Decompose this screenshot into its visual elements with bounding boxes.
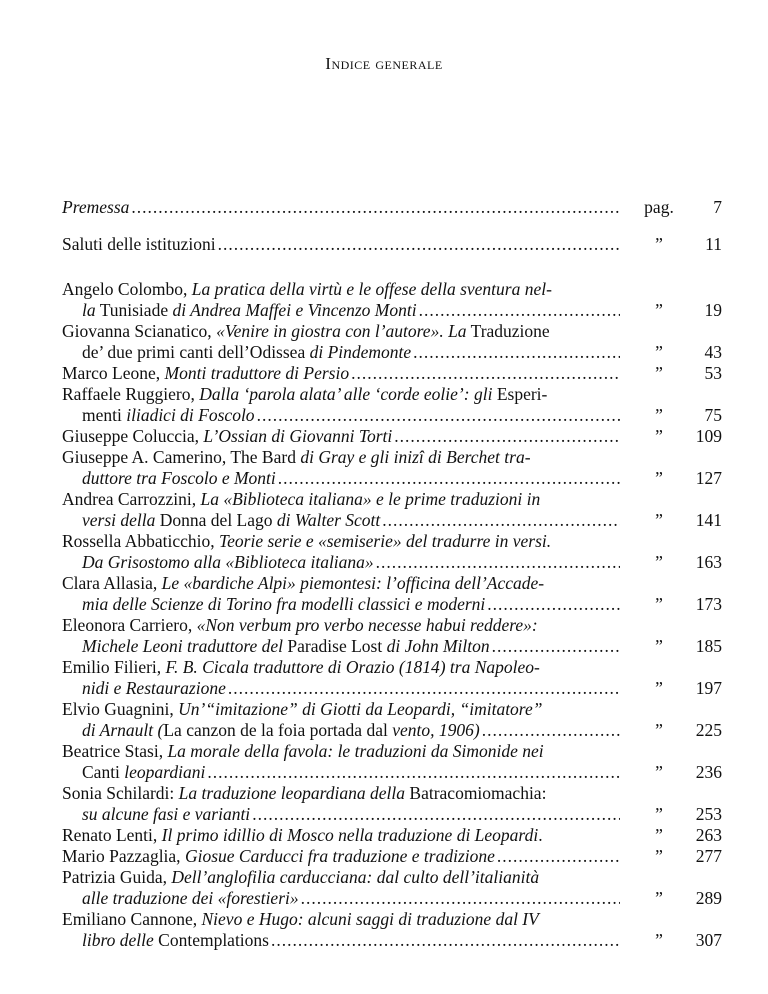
toc-entry-line (82, 594, 620, 615)
ditto-mark: ” (655, 804, 663, 824)
toc-entry-line (62, 426, 620, 447)
ditto-mark: ” (655, 678, 663, 698)
page-number: 109 (695, 426, 722, 446)
toc-text: alle traduzione dei «forestieri» (82, 888, 299, 908)
ditto-mark: ” (655, 300, 663, 320)
toc-text: Monti traduttore di Persio (164, 363, 350, 383)
toc-text: la (82, 300, 96, 320)
toc-entry-line (62, 321, 620, 342)
toc-entry-line (82, 762, 620, 783)
toc-entry-saluti (62, 234, 620, 255)
toc-text: di Andrea Maffei e Vincenzo Monti (172, 300, 417, 320)
toc-text: Canti (82, 762, 120, 782)
toc-entry-line (62, 573, 620, 594)
toc-text: Saluti delle istituzioni (62, 234, 216, 254)
toc-entry-line (62, 846, 620, 867)
toc-entry-line (62, 699, 620, 720)
toc-entry-line (62, 867, 620, 888)
toc-text: di Pindemonte (309, 342, 412, 362)
toc-text: duttore tra Foscolo e Monti (82, 468, 276, 488)
toc-text: Emiliano Cannone, (62, 909, 198, 929)
toc-text: Nievo e Hugo: alcuni saggi di traduzione dal IV (201, 909, 539, 929)
toc-text: Eleonora Carriero, (62, 615, 193, 635)
toc-text: vento, 1906) (392, 720, 480, 740)
toc-entry-line (82, 405, 620, 426)
toc-text: Andrea Carrozzini, (62, 489, 197, 509)
toc-text: Giuseppe A. Camerino, (62, 447, 227, 467)
ditto-mark: ” (655, 426, 663, 446)
toc-entry-line (62, 447, 620, 468)
toc-text: di John Milton (386, 636, 490, 656)
toc-entry-premessa (62, 197, 620, 218)
toc-text: L’Ossian (203, 426, 267, 446)
toc-text: Giovanna Scianatico, (62, 321, 212, 341)
toc-entry-line (62, 615, 620, 636)
toc-text: Beatrice Stasi, (62, 741, 164, 761)
page-number: 185 (695, 636, 722, 656)
toc-text: Da Grisostomo alla «Biblioteca italiana» (82, 552, 374, 572)
toc-text: Renato Lenti, (62, 825, 158, 845)
toc-entry-line (62, 363, 620, 384)
toc-text: Raffaele Ruggiero, (62, 384, 195, 404)
toc-text: Elvio Guagnini, (62, 699, 174, 719)
toc-text: Dalla ‘parola alata’ alle ‘corde eolie’: gli (199, 384, 493, 404)
toc-text: «Venire in giostra con l’autore». La (216, 321, 467, 341)
ditto-mark: ” (655, 930, 663, 950)
toc-text: Emilio Filieri, (62, 657, 162, 677)
toc-text: di Gray e gli inizî di Berchet tra- (300, 447, 531, 467)
page-number: 253 (695, 804, 722, 824)
toc-text: Paradise Lost (287, 636, 383, 656)
ditto-mark: ” (655, 234, 663, 254)
page-number: 75 (704, 405, 722, 425)
toc-entry-line (62, 279, 620, 300)
ditto-mark: ” (655, 552, 663, 572)
pag-label: pag. (644, 197, 674, 217)
toc-entry-line (62, 384, 620, 405)
page-number: 173 (695, 594, 722, 614)
toc-entry-line: Renato Lenti, Il primo idillio di Mosco nella traduzione di Leopardi. (62, 825, 543, 845)
toc-entry-line (62, 489, 620, 510)
toc-text: di Giovanni Torti (271, 426, 393, 446)
toc-text: mia delle Scienze di Torino fra modelli classici e moderni (82, 594, 486, 614)
toc-text: La traduzione leopardiana della (178, 783, 406, 803)
toc-text: Rossella Abbaticchio, (62, 531, 215, 551)
toc-text: nidi e Restaurazione (82, 678, 226, 698)
toc-text: Mario Pazzaglia, (62, 846, 181, 866)
toc-text: La canzon de la foia portada dal (163, 720, 388, 740)
ditto-mark: ” (655, 594, 663, 614)
ditto-mark: ” (655, 468, 663, 488)
toc-entry-line (62, 657, 620, 678)
toc-text: La pratica della virtù e le offese della sventura nel- (191, 279, 552, 299)
toc-text: Sonia Schilardi: (62, 783, 175, 803)
toc-entry-line (82, 300, 620, 321)
toc-text: Teorie serie e «semiserie» del tradurre in versi. (219, 531, 552, 551)
ditto-mark: ” (655, 825, 663, 845)
page-number: 141 (695, 510, 722, 530)
page-number: 263 (695, 825, 722, 845)
toc-text: Traduzione (470, 321, 550, 341)
page-number: 43 (704, 342, 722, 362)
toc-text: Giuseppe Coluccia, (62, 426, 200, 446)
toc-entry-line (82, 636, 620, 657)
page-number: 277 (695, 846, 722, 866)
page-number: 127 (695, 468, 722, 488)
toc-text: The Bard (230, 447, 296, 467)
toc-text: libro delle (82, 930, 154, 950)
page-number: 289 (695, 888, 722, 908)
toc-entry-line (82, 930, 620, 951)
toc-text: La morale della favola: le traduzioni da Simonide nei (167, 741, 544, 761)
toc-text: Batracomiomachia: (409, 783, 547, 803)
toc-text: F. B. Cicala traduttore di Orazio (1814) tra Napoleo- (165, 657, 540, 677)
toc-text: Giosue Carducci fra traduzione e tradizione (184, 846, 495, 866)
page-number: 7 (713, 197, 722, 217)
toc-text: leopardiani (124, 762, 206, 782)
toc-text: Angelo Colombo, (62, 279, 188, 299)
toc-text: menti (82, 405, 122, 425)
toc-text: Clara Allasia, (62, 573, 158, 593)
toc-text: versi della (82, 510, 156, 530)
toc-entry-line (62, 783, 620, 804)
toc-text: Un’“imitazione” di Giotti da Leopardi, “imitatore” (178, 699, 543, 719)
toc-entry-line (82, 342, 620, 363)
toc-text: di Walter Scott (276, 510, 381, 530)
ditto-mark: ” (655, 405, 663, 425)
page-number: 307 (695, 930, 722, 950)
page-number: 236 (695, 762, 722, 782)
page-number: 11 (705, 234, 722, 254)
ditto-mark: ” (655, 510, 663, 530)
ditto-mark: ” (655, 888, 663, 908)
toc-entry-line (82, 552, 620, 573)
toc-entry-line (82, 678, 620, 699)
page-number: 197 (695, 678, 722, 698)
toc-entry-line (62, 909, 620, 930)
page-number: 225 (695, 720, 722, 740)
toc-text: Le «bardiche Alpi» piemontesi: l’officina dell’Accade- (161, 573, 545, 593)
toc-text: Premessa (62, 197, 130, 217)
ditto-mark: ” (655, 720, 663, 740)
toc-text: «Non verbum pro verbo necesse habui reddere»: (196, 615, 538, 635)
toc-text: iliadici di Foscolo (126, 405, 255, 425)
toc-text: La «Biblioteca italiana» e le prime traduzioni in (200, 489, 541, 509)
toc-text: Donna del Lago (159, 510, 273, 530)
toc-entry-line (82, 804, 620, 825)
page-number: 163 (695, 552, 722, 572)
toc-text: Dell’anglofilia carducciana: dal culto dell’italianità (171, 867, 540, 887)
page-number: 53 (704, 363, 722, 383)
toc-text: de’ due primi canti dell’Odissea (82, 342, 306, 362)
toc-text: Michele Leoni traduttore del (82, 636, 284, 656)
toc-entry-line (82, 468, 620, 489)
toc-text: Esperi- (496, 384, 548, 404)
toc-entry-line (82, 720, 620, 741)
ditto-mark: ” (655, 762, 663, 782)
ditto-mark: ” (655, 342, 663, 362)
ditto-mark: ” (655, 846, 663, 866)
toc-text: Il primo idillio di Mosco nella traduzione di Leopardi (161, 825, 539, 845)
toc-entry-line (82, 510, 620, 531)
toc-entry-line (62, 741, 620, 762)
toc-text: Contemplations (158, 930, 269, 950)
ditto-mark: ” (655, 363, 663, 383)
page-number: 19 (704, 300, 722, 320)
toc-text: di Arnault ( (82, 720, 164, 740)
ditto-mark: ” (655, 636, 663, 656)
page-title: Indice generale (325, 54, 443, 73)
toc-entry-line (82, 888, 620, 909)
toc-text: Marco Leone, (62, 363, 161, 383)
toc-text: Patrizia Guida, (62, 867, 167, 887)
toc-text: Tunisiade (99, 300, 169, 320)
toc-text: su alcune fasi e varianti (82, 804, 251, 824)
toc-entry-line (62, 531, 620, 552)
